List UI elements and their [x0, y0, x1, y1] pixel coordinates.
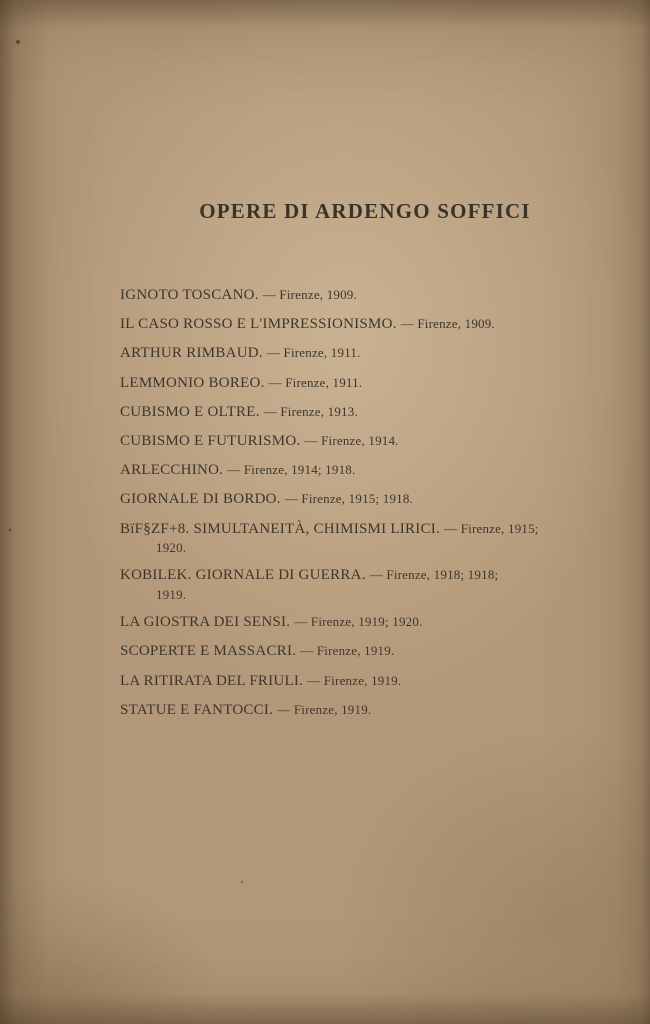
work-detail: — Firenze, 1919.: [300, 643, 395, 659]
work-detail: — Firenze, 1915; 1918.: [284, 491, 413, 507]
work-detail: — Firenze, 1919; 1920.: [294, 614, 423, 630]
work-detail-continuation: 1920.: [156, 539, 187, 555]
work-title: LA RITIRATA DEL FRIULI.: [120, 672, 304, 689]
work-detail: — Firenze, 1911.: [266, 345, 361, 361]
work-title: ARTHUR RIMBAUD.: [120, 345, 263, 362]
work-title: LA GIOSTRA DEI SENSI.: [120, 614, 291, 631]
list-item: [120, 344, 590, 363]
list-item: [120, 490, 590, 509]
work-detail-continuation: 1919.: [156, 586, 187, 602]
work-detail: — Firenze, 1915;: [444, 520, 539, 536]
work-detail: — Firenze, 1914; 1918.: [227, 462, 356, 478]
list-item: [120, 642, 590, 661]
work-title: BïF§ZF+8. SIMULTANEITÀ, CHIMISMI LIRICI.: [120, 520, 441, 537]
list-item: [120, 403, 590, 422]
list-item: [120, 286, 590, 305]
list-item: [120, 701, 590, 720]
list-item: [120, 432, 590, 451]
work-title: ARLECCHINO.: [120, 462, 224, 479]
work-detail: — Firenze, 1913.: [263, 403, 358, 419]
list-item: [120, 461, 590, 480]
list-item: [120, 672, 590, 691]
work-title: IGNOTO TOSCANO.: [120, 287, 259, 303]
work-detail: — Firenze, 1914.: [304, 432, 399, 448]
work-detail: — Firenze, 1911.: [268, 374, 363, 390]
work-detail: — Firenze, 1919.: [277, 701, 372, 717]
work-title: GIORNALE DI BORDO.: [120, 491, 281, 508]
work-detail: — Firenze, 1919.: [307, 672, 402, 688]
list-item: [120, 315, 590, 334]
works-list: [120, 286, 590, 720]
work-detail: — Firenze, 1918; 1918;: [369, 567, 499, 583]
list-item: [120, 566, 590, 603]
work-detail: — Firenze, 1909.: [262, 287, 357, 302]
work-title: CUBISMO E OLTRE.: [120, 403, 260, 420]
work-detail: — Firenze, 1909.: [400, 316, 495, 332]
work-title: IL CASO ROSSO E L'IMPRESSIONISMO.: [120, 316, 397, 333]
work-title: KOBILEK. GIORNALE DI GUERRA.: [120, 567, 366, 584]
list-item: [120, 374, 590, 393]
list-item: [120, 613, 590, 632]
page-title: OPERE DI ARDENGO SOFFICI: [199, 199, 531, 223]
work-title: CUBISMO E FUTURISMO.: [120, 432, 301, 449]
work-title: SCOPERTE E MASSACRI.: [120, 643, 297, 660]
list-item: [120, 520, 590, 557]
work-title: LEMMONIO BOREO.: [120, 374, 265, 391]
work-title: STATUE E FANTOCCI.: [120, 701, 274, 718]
